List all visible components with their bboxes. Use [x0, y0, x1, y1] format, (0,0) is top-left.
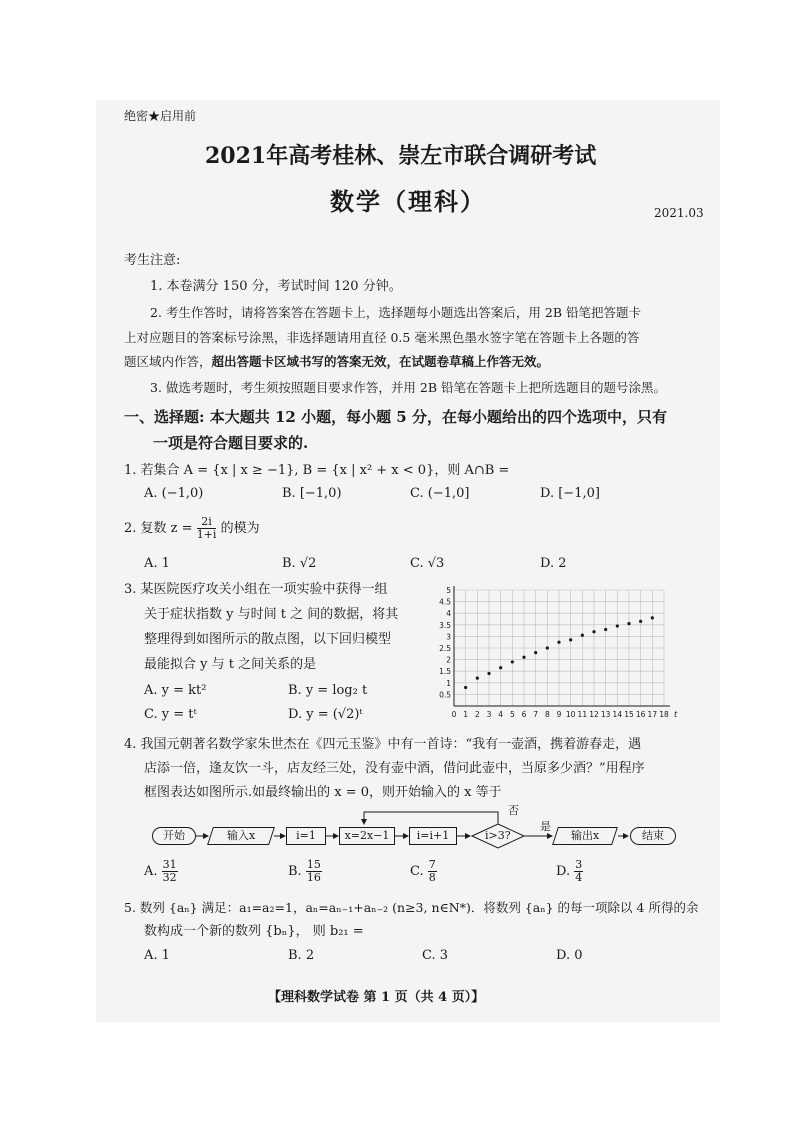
q2-prefix: 2. 复数 z = — [124, 521, 193, 536]
q3-option-b: B. y = log₂ t — [288, 683, 368, 698]
flow-input — [207, 827, 275, 845]
q4-option-c-den: 8 — [428, 871, 436, 884]
scatter-point — [534, 651, 537, 654]
x-tick-label: 0 — [451, 710, 457, 719]
q4-option-a-letter: A. — [144, 864, 158, 879]
x-tick-label: 14 — [612, 710, 623, 719]
q5-option-b: B. 2 — [288, 948, 315, 963]
q4-option-b — [288, 855, 322, 889]
q3-line-4: 最能拟合 y 与 t 之间关系的是 — [144, 657, 317, 672]
x-tick-label: 15 — [624, 710, 634, 719]
scatter-point — [487, 672, 490, 675]
notice-heading: 考生注意: — [124, 253, 181, 268]
flow-init-i: i=1 — [286, 827, 326, 845]
notice-item-1: 1. 本卷满分 150 分，考试时间 120 分钟。 — [150, 279, 402, 294]
q3-line-1: 3. 某医院医疗攻关小组在一项实验中获得一组 — [124, 582, 388, 597]
q3-line-3: 整理得到如图所示的散点图，以下回归模型 — [144, 632, 392, 647]
x-tick-label: 9 — [556, 710, 562, 719]
scatter-point — [627, 622, 630, 625]
q4-option-b-den: 16 — [306, 871, 321, 884]
flow-increment-i: i=i+1 — [409, 827, 457, 845]
q4-option-d-den: 4 — [575, 871, 583, 884]
x-tick-label: 7 — [533, 710, 539, 719]
scatter-point — [464, 686, 467, 689]
secret-label: 绝密★启用前 — [124, 109, 197, 123]
y-tick-label: 3 — [446, 632, 451, 642]
q5-option-c: C. 3 — [422, 948, 449, 963]
flow-output — [552, 827, 618, 845]
q2-denominator: 1+i — [196, 528, 217, 541]
x-tick-label: 3 — [486, 710, 492, 719]
q4-option-d-fraction — [574, 859, 583, 884]
scatter-point — [592, 630, 595, 633]
q4-option-a-fraction — [162, 859, 178, 884]
x-axis-label: t — [674, 710, 678, 719]
scatter-point — [557, 641, 560, 644]
flow-no-label: 否 — [508, 804, 519, 817]
y-tick-label: 4.5 — [439, 597, 451, 607]
q5-option-d: D. 0 — [556, 948, 583, 963]
y-tick-label: 5 — [446, 586, 451, 595]
flow-output-label: 输出x — [570, 829, 600, 842]
notice-item-2c — [124, 354, 549, 370]
q4-option-a-num: 31 — [162, 858, 177, 871]
scatter-point — [546, 646, 549, 649]
q5-line-2: 数构成一个新的数列 {bₙ}， 则 b₂₁ = — [144, 924, 364, 939]
q1-stem: 1. 若集合 A = {x | x ≥ −1}, B = {x | x² + x < 0}，则 A∩B = — [124, 463, 510, 478]
y-tick-label: 3.5 — [439, 620, 451, 630]
section-heading-line1: 一、选择题: 本大题共 12 小题，每小题 5 分，在每小题给出的四个选项中，只有 — [124, 408, 667, 426]
page-footer: 【理科数学试卷 第 1 页（共 4 页）】 — [268, 990, 485, 1005]
y-tick-label: 2 — [446, 655, 451, 665]
q2-option-d: D. 2 — [540, 556, 567, 571]
q3-option-a: A. y = kt² — [144, 683, 207, 698]
q5-option-a: A. 1 — [144, 948, 170, 963]
notice-item-2c-bold: 超出答题卡区域书写的答案无效，在试题卷草稿上作答无效。 — [211, 354, 550, 369]
q4-option-b-num: 15 — [306, 858, 321, 871]
q5-line-1: 5. 数列 {aₙ} 满足：a₁=a₂=1，aₙ=aₙ₋₁+aₙ₋₂ (n≥3, n∈N*)．将数列 {aₙ} 的每一项除以 4 所得的余 — [124, 900, 699, 915]
y-tick-label: 1 — [446, 678, 451, 688]
q4-option-c-fraction — [428, 859, 437, 884]
q4-option-d-letter: D. — [556, 864, 571, 879]
page-title: 2021年高考桂林、崇左市联合调研考试 — [205, 143, 597, 169]
q4-line-3: 框图表达如图所示.如最终输出的 x = 0，则开始输入的 x 等于 — [144, 785, 502, 800]
flow-start: 开始 — [152, 827, 196, 845]
section-heading-line2: 一项是符合题目要求的. — [153, 434, 309, 452]
q3-option-d: D. y = (√2)ᵗ — [288, 707, 363, 722]
scatter-point — [616, 624, 619, 627]
q1-option-b: B. [−1,0) — [282, 486, 342, 501]
q4-option-c-letter: C. — [410, 864, 424, 879]
notice-item-2c-plain: 题区域内作答， — [124, 354, 212, 369]
y-tick-label: 1.5 — [439, 667, 451, 677]
x-tick-label: 1 — [463, 710, 469, 719]
q4-option-d — [556, 855, 583, 889]
x-tick-label: 10 — [565, 710, 576, 719]
scatter-point — [581, 634, 584, 637]
exam-date: 2021.03 — [654, 206, 704, 220]
scatter-point — [651, 616, 654, 619]
q4-line-1: 4. 我国元朝著名数学家朱世杰在《四元玉鉴》中有一首诗：“我有一壶酒，携着游春走，遇 — [124, 737, 642, 752]
x-tick-label: 11 — [577, 710, 588, 719]
q2-numerator: 2i — [197, 516, 217, 529]
flow-decision: i>3? — [485, 829, 511, 842]
scatter-point — [569, 638, 572, 641]
x-tick-label: 17 — [647, 710, 658, 719]
notice-item-2a: 2. 考生作答时，请将答案答在答题卡上，选择题每小题选出答案后，用 2B 铅笔把答题卡 — [150, 305, 641, 320]
q4-option-c-num: 7 — [428, 858, 436, 871]
y-tick-label: 4 — [446, 609, 451, 619]
q1-option-c: C. (−1,0] — [410, 486, 470, 501]
q4-option-a-den: 32 — [162, 871, 177, 884]
flow-input-label: 输入x — [226, 829, 256, 842]
x-tick-label: 8 — [544, 710, 550, 719]
scatter-point — [499, 666, 502, 669]
page-subtitle: 数学（理科） — [330, 187, 486, 216]
notice-item-2b: 上对应题目的答案标号涂黑，非选择题请用直径 0.5 毫米黑色墨水签字笔在答题卡上各题的答 — [124, 330, 640, 345]
scatter-point — [639, 620, 642, 623]
q4-option-d-num: 3 — [575, 858, 583, 871]
q4-option-b-letter: B. — [288, 864, 302, 879]
q2-option-a: A. 1 — [144, 556, 170, 571]
q1-option-d: D. [−1,0] — [540, 486, 600, 501]
q2-stem — [124, 514, 260, 544]
scatter-point — [522, 656, 525, 659]
flow-yes-label: 是 — [540, 820, 551, 833]
y-tick-label: 2.5 — [439, 644, 451, 653]
q2-fraction — [197, 516, 217, 541]
scatter-point — [511, 660, 514, 663]
q4-option-b-fraction — [306, 859, 322, 884]
x-tick-label: 4 — [498, 710, 504, 719]
x-tick-label: 6 — [521, 710, 527, 719]
notice-item-3: 3. 做选考题时，考生须按照题目要求作答，并用 2B 铅笔在答题卡上把所选题目的题号涂黑。 — [150, 380, 666, 395]
q4-option-a — [144, 855, 178, 889]
x-tick-label: 16 — [635, 710, 646, 719]
q4-line-2: 店添一倍，逢友饮一斗，店友经三处，没有壶中酒，借问此壶中，当原多少酒？”用程序 — [144, 761, 645, 776]
q3-option-c: C. y = tᵗ — [144, 707, 197, 722]
q2-option-c: C. √3 — [410, 556, 445, 571]
x-tick-label: 2 — [474, 710, 480, 719]
flow-update-x: x=2x−1 — [339, 827, 395, 845]
x-tick-label: 18 — [659, 710, 669, 719]
x-tick-label: 13 — [600, 710, 611, 719]
q3-line-2: 关于症状指数 y 与时间 t 之 间的数据，将其 — [144, 607, 399, 622]
scatter-point — [476, 677, 479, 680]
x-tick-label: 12 — [589, 710, 599, 719]
q2-suffix: 的模为 — [220, 521, 260, 536]
flow-end: 结束 — [630, 827, 676, 845]
exam-paper — [96, 100, 720, 1022]
y-tick-label: 0.5 — [439, 690, 451, 700]
q1-option-a: A. (−1,0) — [144, 486, 204, 501]
x-tick-label: 5 — [509, 710, 515, 719]
q4-option-c — [410, 855, 437, 889]
q2-option-b: B. √2 — [282, 556, 317, 571]
scatter-plot — [432, 582, 682, 727]
scatter-point — [604, 628, 607, 631]
